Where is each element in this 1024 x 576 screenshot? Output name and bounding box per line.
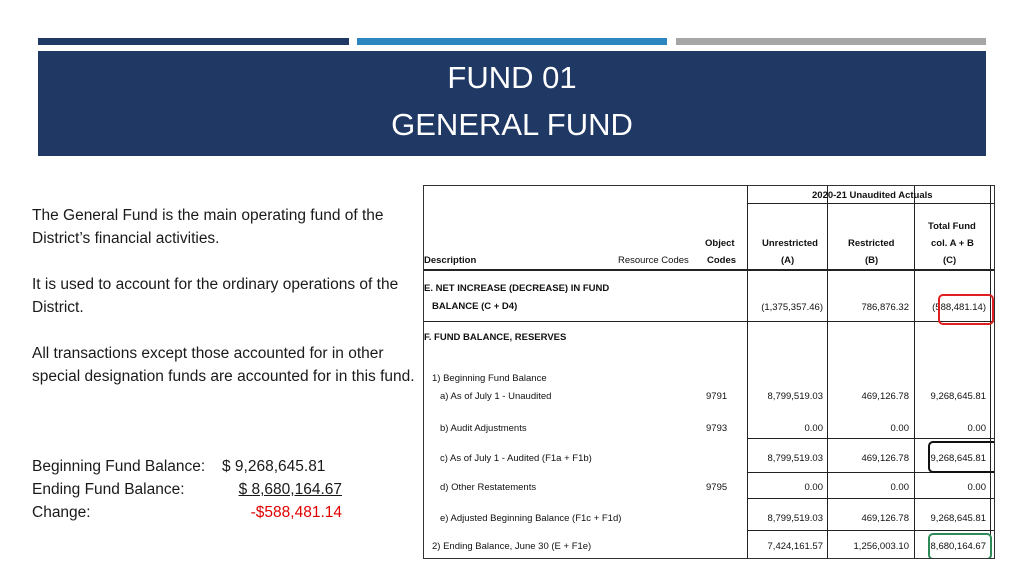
highlight-ending-balance bbox=[928, 533, 992, 559]
section-e-total: (588,481.14) bbox=[932, 302, 986, 313]
row-unrestricted: 7,424,161.57 bbox=[767, 541, 823, 552]
summary-row-beginning bbox=[32, 455, 342, 478]
row-code: 9795 bbox=[706, 482, 728, 493]
highlight-net-change bbox=[938, 294, 994, 325]
table-rule bbox=[990, 186, 991, 558]
row-desc: b) Audit Adjustments bbox=[440, 423, 527, 434]
accent-bar-dark bbox=[38, 38, 349, 45]
row-restricted: 469,126.78 bbox=[861, 391, 909, 402]
row-desc: a) As of July 1 - Unaudited bbox=[440, 391, 552, 402]
row-total: 0.00 bbox=[967, 423, 986, 434]
accent-bar-gray bbox=[676, 38, 986, 45]
row-restricted: 469,126.78 bbox=[861, 453, 909, 464]
row-unrestricted: 8,799,519.03 bbox=[767, 391, 823, 402]
col-header-total-l3: (C) bbox=[943, 255, 957, 266]
row-desc: c) As of July 1 - Audited (F1a + F1b) bbox=[440, 453, 592, 464]
beginning-balance-label: Beginning Fund Balance: bbox=[32, 458, 206, 475]
title-band bbox=[38, 51, 986, 156]
row-unrestricted: 0.00 bbox=[804, 482, 823, 493]
row-total: 9,268,645.81 bbox=[930, 453, 986, 464]
section-e-restricted: 786,876.32 bbox=[861, 302, 909, 313]
row-code: 9791 bbox=[706, 391, 728, 402]
beginning-balance-value: $ 9,268,645.81 bbox=[222, 458, 326, 475]
col-header-unrestricted-l1: Unrestricted bbox=[762, 238, 818, 249]
col-header-object-l1: Object bbox=[705, 238, 735, 249]
col-header-resource-codes: Resource Codes bbox=[618, 255, 689, 266]
financial-table-image bbox=[423, 185, 995, 559]
ending-balance-value: $ 8,680,164.67 bbox=[238, 481, 342, 498]
row-code: 9793 bbox=[706, 423, 728, 434]
table-rule bbox=[747, 203, 994, 204]
row-desc: d) Other Restatements bbox=[440, 482, 537, 493]
slide-title-line1: FUND 01 bbox=[447, 60, 577, 95]
table-rule bbox=[747, 530, 994, 531]
summary-row-ending bbox=[32, 478, 342, 501]
summary-row-change bbox=[32, 501, 342, 524]
table-rule bbox=[827, 186, 828, 558]
change-value: -$588,481.14 bbox=[250, 504, 342, 521]
table-rule bbox=[914, 186, 915, 558]
slide-title-line2: GENERAL FUND bbox=[391, 107, 633, 142]
row-total: 0.00 bbox=[967, 482, 986, 493]
section-e-line1: E. NET INCREASE (DECREASE) IN FUND bbox=[424, 283, 610, 294]
row-restricted: 469,126.78 bbox=[861, 513, 909, 524]
col-header-total-l2: col. A + B bbox=[931, 238, 974, 249]
highlight-beginning-balance bbox=[928, 441, 995, 473]
row-unrestricted: 8,799,519.03 bbox=[767, 453, 823, 464]
col-header-unrestricted-l2: (A) bbox=[781, 255, 795, 266]
row-desc: e) Adjusted Beginning Balance (F1c + F1d) bbox=[440, 513, 622, 524]
section-e-unrestricted: (1,375,357.46) bbox=[761, 302, 823, 313]
row-desc: 2) Ending Balance, June 30 (E + F1e) bbox=[432, 541, 592, 552]
row-unrestricted: 8,799,519.03 bbox=[767, 513, 823, 524]
accent-bar-blue bbox=[357, 38, 667, 45]
row-total: 8,680,164.67 bbox=[930, 541, 986, 552]
row-restricted: 1,256,003.10 bbox=[853, 541, 909, 552]
paragraph-ordinary-operations: It is used to account for the ordinary operations of the District. bbox=[32, 276, 399, 316]
section-e-line2: BALANCE (C + D4) bbox=[432, 301, 518, 312]
ending-balance-label: Ending Fund Balance: bbox=[32, 481, 185, 498]
fund-balance-summary bbox=[32, 455, 342, 524]
table-rule bbox=[747, 186, 748, 558]
change-label: Change: bbox=[32, 504, 91, 521]
col-header-object-l2: Codes bbox=[707, 255, 737, 266]
row-total: 9,268,645.81 bbox=[930, 391, 986, 402]
table-rule bbox=[424, 269, 994, 271]
beginning-fund-balance-heading: 1) Beginning Fund Balance bbox=[432, 373, 547, 384]
table-rule bbox=[747, 438, 994, 439]
paragraph-transactions: All transactions except those accounted for in other special designation funds are accounted for in this fund. bbox=[32, 345, 415, 385]
col-header-restricted-l1: Restricted bbox=[848, 238, 895, 249]
row-restricted: 0.00 bbox=[890, 482, 909, 493]
paragraph-main-fund: The General Fund is the main operating fund of the District’s financial activities. bbox=[32, 207, 384, 247]
row-unrestricted: 0.00 bbox=[804, 423, 823, 434]
section-f-heading: F. FUND BALANCE, RESERVES bbox=[424, 332, 567, 343]
table-rule bbox=[424, 321, 994, 322]
col-header-description: Description bbox=[424, 255, 477, 266]
col-header-total-l1: Total Fund bbox=[928, 221, 976, 232]
col-header-restricted-l2: (B) bbox=[865, 255, 879, 266]
table-rule bbox=[747, 498, 994, 499]
group-header: 2020-21 Unaudited Actuals bbox=[812, 190, 933, 201]
row-restricted: 0.00 bbox=[890, 423, 909, 434]
row-total: 9,268,645.81 bbox=[930, 513, 986, 524]
